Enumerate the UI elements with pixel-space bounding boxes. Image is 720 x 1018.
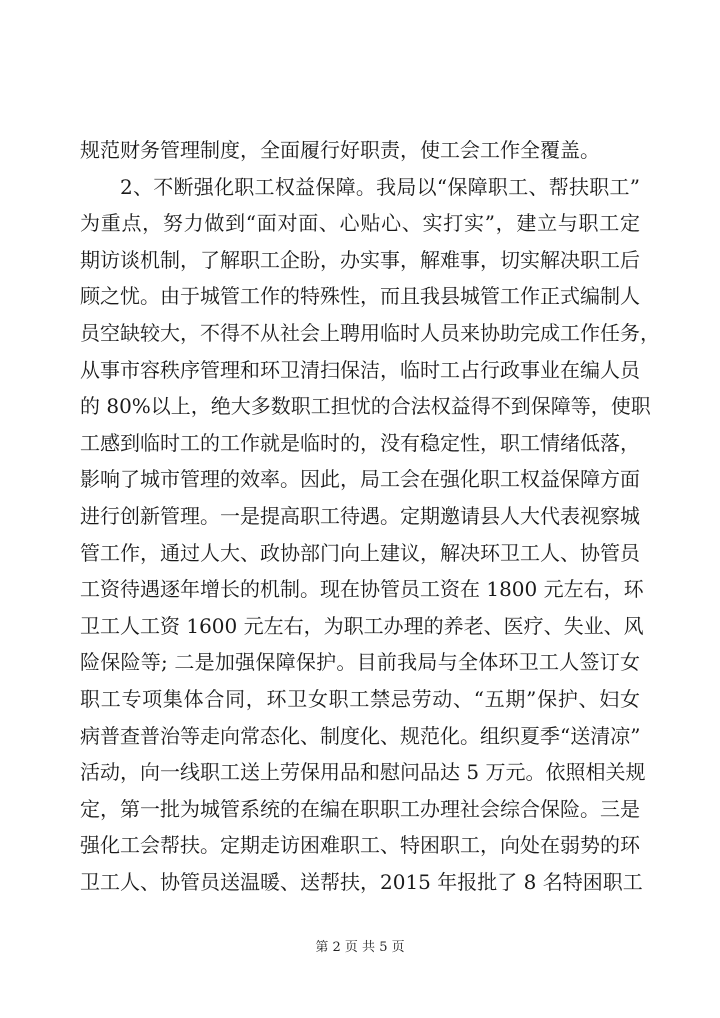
text-line: 卫工人、协管员送温暖、送帮扶，2015 年报批了 8 名特困职工 [80,869,643,894]
text-line: 工资待遇逐年增长的机制。现在协管员工资在 1800 元左右，环 [80,577,644,602]
text-line: 2、不断强化职工权益保障。我局以“保障职工、帮扶职工” [120,174,640,199]
text-line: 员空缺较大，不得不从社会上聘用临时人员来协助完成工作任务， [80,320,660,345]
page-number-footer: 第 2 页 共 5 页 [315,940,405,955]
text-line: 从事市容秩序管理和环卫清扫保洁，临时工占行政事业在编人员 [80,357,640,382]
text-line: 管工作，通过人大、政协部门向上建议，解决环卫工人、协管员 [80,540,640,565]
text-line: 卫工人工资 1600 元左右，为职工办理的养老、医疗、失业、风 [80,613,644,638]
text-line: 险保险等; 二是加强保障保护。目前我局与全体环卫工人签订女 [80,650,640,675]
text-line: 影响了城市管理的效率。因此，局工会在强化职工权益保障方面 [80,467,640,492]
text-line: 定，第一批为城管系统的在编在职职工办理社会综合保险。三是 [80,796,640,821]
text-line: 病普查普治等走向常态化、制度化、规范化。组织夏季“送清凉” [80,723,641,748]
text-line: 为重点，努力做到“面对面、心贴心、实打实”，建立与职工定 [80,211,640,236]
text-line: 工感到临时工的工作就是临时的，没有稳定性，职工情绪低落， [80,430,640,455]
text-line: 进行创新管理。一是提高职工待遇。定期邀请县人大代表视察城 [80,503,640,528]
text-line: 规范财务管理制度，全面履行好职责，使工会工作全覆盖。 [80,138,600,162]
text-line: 期访谈机制，了解职工企盼，办实事，解难事，切实解决职工后 [80,247,640,272]
text-line: 活动，向一线职工送上劳保用品和慰问品达 5 万元。依照相关规 [80,760,646,785]
text-line: 强化工会帮扶。定期走访困难职工、特困职工，向处在弱势的环 [80,833,640,858]
text-line: 顾之忧。由于城管工作的特殊性，而且我县城管工作正式编制人 [80,284,640,309]
body-text [80,132,660,900]
text-line: 的 80%以上，绝大多数职工担忧的合法权益得不到保障等，使职 [80,394,651,419]
text-line: 职工专项集体合同，环卫女职工禁忌劳动、“五期”保护、妇女 [80,686,640,711]
